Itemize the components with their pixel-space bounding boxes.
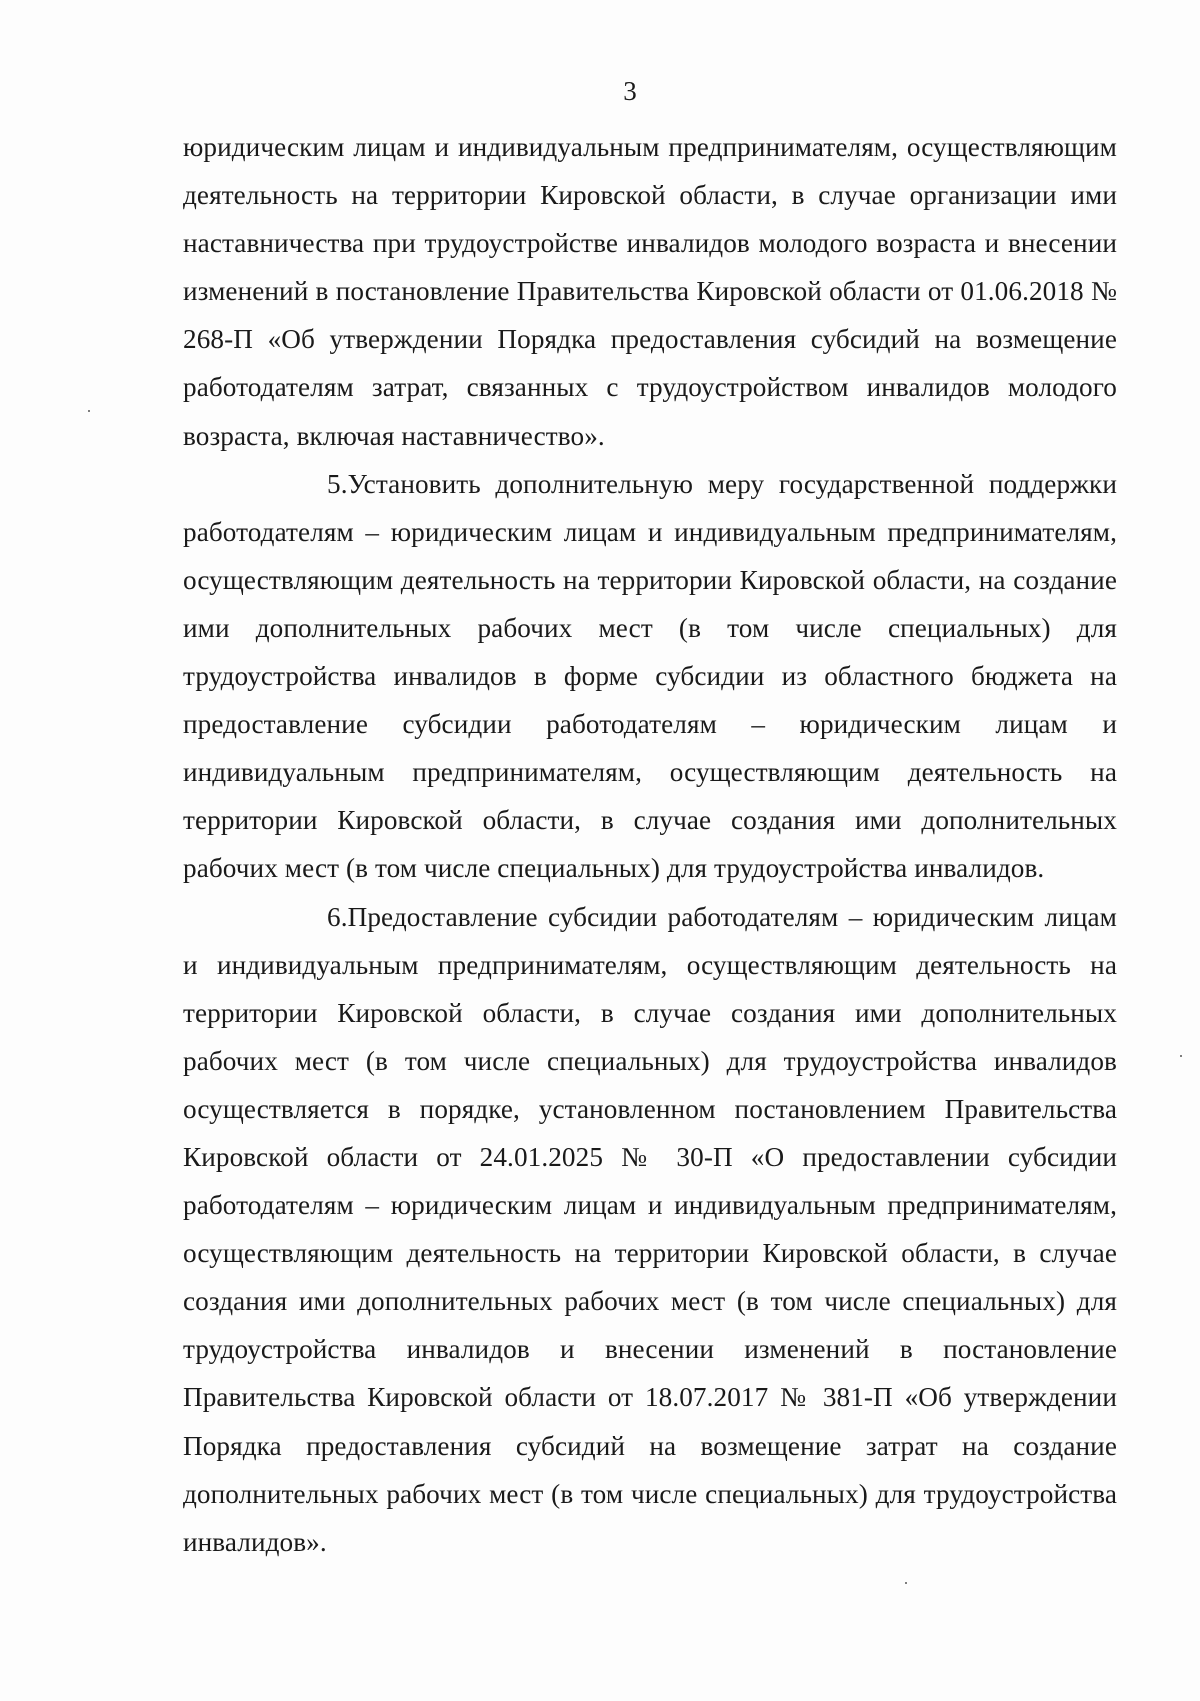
scan-speck xyxy=(905,1582,907,1584)
paragraph-6 xyxy=(183,893,1117,1566)
document-body xyxy=(183,123,1117,1566)
page-number: 3 xyxy=(623,76,637,106)
paragraph-continued xyxy=(183,123,1117,460)
paragraph-5 xyxy=(183,460,1117,893)
scan-speck xyxy=(1180,1055,1182,1057)
paragraph-number: 5. xyxy=(327,468,348,499)
scan-speck xyxy=(88,410,90,412)
paragraph-text: Предоставление субсидии работодателям – юридическим лицам и индивидуальным предпринимателям, осуществляющим деятельность на территории Кировской области, в случае создания ими дополнительных рабочих мест (в том числе специальных) для трудоустройства инвалидов осуществляется в порядке, установленном постановлением Правительства Кировской области от 24.01.2025 № 30-П «О предоставлении субсидии работодателям – юридическим лицам и индивидуальным предпринимателям, осуществляющим деятельность на территории Кировской области, в случае создания ими дополнительных рабочих мест (в том числе специальных) для трудоустройства инвалидов и внесении изменений в постановление Правительства Кировской области от 18.07.2017 № 381-П «Об утверждении Порядка предоставления субсидий на возмещение затрат на создание дополнительных рабочих мест (в том числе специальных) для трудоустройства инвалидов». xyxy=(183,901,1117,1557)
paragraph-number: 6. xyxy=(327,901,348,932)
paragraph-text: Установить дополнительную меру государственной поддержки работодателям – юридическим лицам и индивидуальным предпринимателям, осуществляющим деятельность на территории Кировской области, на создание ими дополнительных рабочих мест (в том числе специальных) для трудоустройства инвалидов в форме субсидии из областного бюджета на предоставление субсидии работодателям – юридическим лицам и индивидуальным предпринимателям, осуществляющим деятельность на территории Кировской области, в случае создания ими дополнительных рабочих мест (в том числе специальных) для трудоустройства инвалидов. xyxy=(183,468,1117,884)
paragraph-text: юридическим лицам и индивидуальным предпринимателям, осуществляющим деятельность на территории Кировской области, в случае организации ими наставничества при трудоустройстве инвалидов молодого возраста и внесении изменений в постановление Правительства Кировской области от 01.06.2018 № 268-П «Об утверждении Порядка предоставления субсидий на возмещение работодателям затрат, связанных с трудоустройством инвалидов молодого возраста, включая наставничество». xyxy=(183,132,1117,451)
